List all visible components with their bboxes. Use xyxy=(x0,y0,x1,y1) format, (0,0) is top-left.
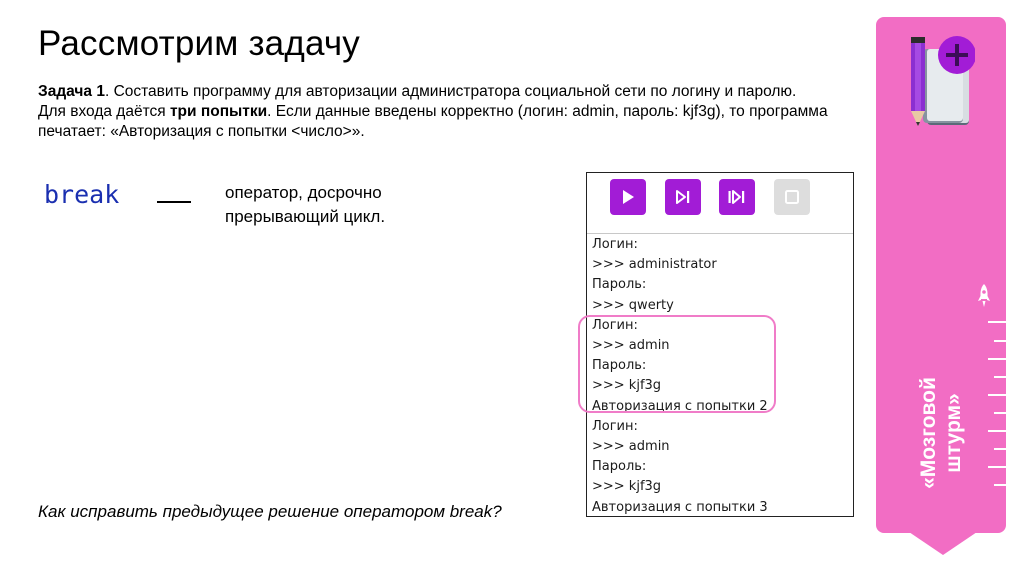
console-line: Пароль: xyxy=(592,358,647,374)
task-label: Задача 1 xyxy=(38,83,105,100)
slide-title: Рассмотрим задачу xyxy=(38,24,361,63)
rocket-icon xyxy=(976,283,992,309)
stop-button[interactable] xyxy=(774,179,810,215)
ruler-tick xyxy=(994,412,1006,414)
console-toolbar xyxy=(587,173,853,234)
book-pencil-plus-icon xyxy=(905,33,975,128)
console-line: Логин: xyxy=(592,418,638,434)
ruler-tick xyxy=(994,376,1006,378)
sidebar-label xyxy=(916,377,966,489)
console-line: >>> administrator xyxy=(592,257,717,273)
step-icon xyxy=(674,188,692,206)
question-text: Как исправить предыдущее решение оператором break? xyxy=(38,502,502,521)
skip-icon xyxy=(727,188,747,206)
task-text-part2: . Если данные введены корректно (логин: admin, пароль: kjf3g), то программа печатает: «Авторизация с попытки <число>». xyxy=(38,103,828,140)
keyword-description: оператор, досрочно прерывающий цикл. xyxy=(225,183,386,226)
ruler-tick xyxy=(994,340,1006,342)
sidebar-label-line2: штурм» xyxy=(942,393,965,473)
console-line: Пароль: xyxy=(592,277,647,293)
console-line: >>> admin xyxy=(592,338,670,354)
sidebar-label-line1: «Мозговой xyxy=(917,377,940,489)
ruler-tick xyxy=(988,394,1006,396)
console-line: >>> kjf3g xyxy=(592,479,662,495)
highlight-frame xyxy=(578,315,776,413)
stop-icon xyxy=(783,188,801,206)
keyword-break: break xyxy=(44,180,120,209)
task-text-part1: . Составить программу для авторизации администратора социальной сети по логину и паролю. Для входа даётся xyxy=(38,83,797,120)
console-line: Логин: xyxy=(592,237,638,252)
console-line: Авторизация с попытки 3 xyxy=(592,499,768,515)
console-line: >>> qwerty xyxy=(592,297,674,313)
sidebar-pointer xyxy=(909,532,977,555)
console-line: >>> kjf3g xyxy=(592,378,662,394)
play-icon xyxy=(619,188,637,206)
console-line: Пароль: xyxy=(592,459,647,475)
dash-separator xyxy=(157,201,191,203)
ruler-tick xyxy=(988,466,1006,468)
ruler-tick xyxy=(994,484,1006,486)
run-button[interactable] xyxy=(610,179,646,215)
step-button[interactable] xyxy=(665,179,701,215)
console-line: Логин: xyxy=(592,317,638,333)
task-text xyxy=(38,82,828,142)
task-bold-attempts: три попытки xyxy=(169,103,268,120)
console-line: >>> admin xyxy=(592,439,670,455)
ruler-tick xyxy=(988,358,1006,360)
ruler-tick xyxy=(994,448,1006,450)
ruler-tick xyxy=(988,321,1006,323)
ruler-tick xyxy=(988,430,1006,432)
console-line: Авторизация с попытки 2 xyxy=(592,398,768,414)
next-button[interactable] xyxy=(719,179,755,215)
